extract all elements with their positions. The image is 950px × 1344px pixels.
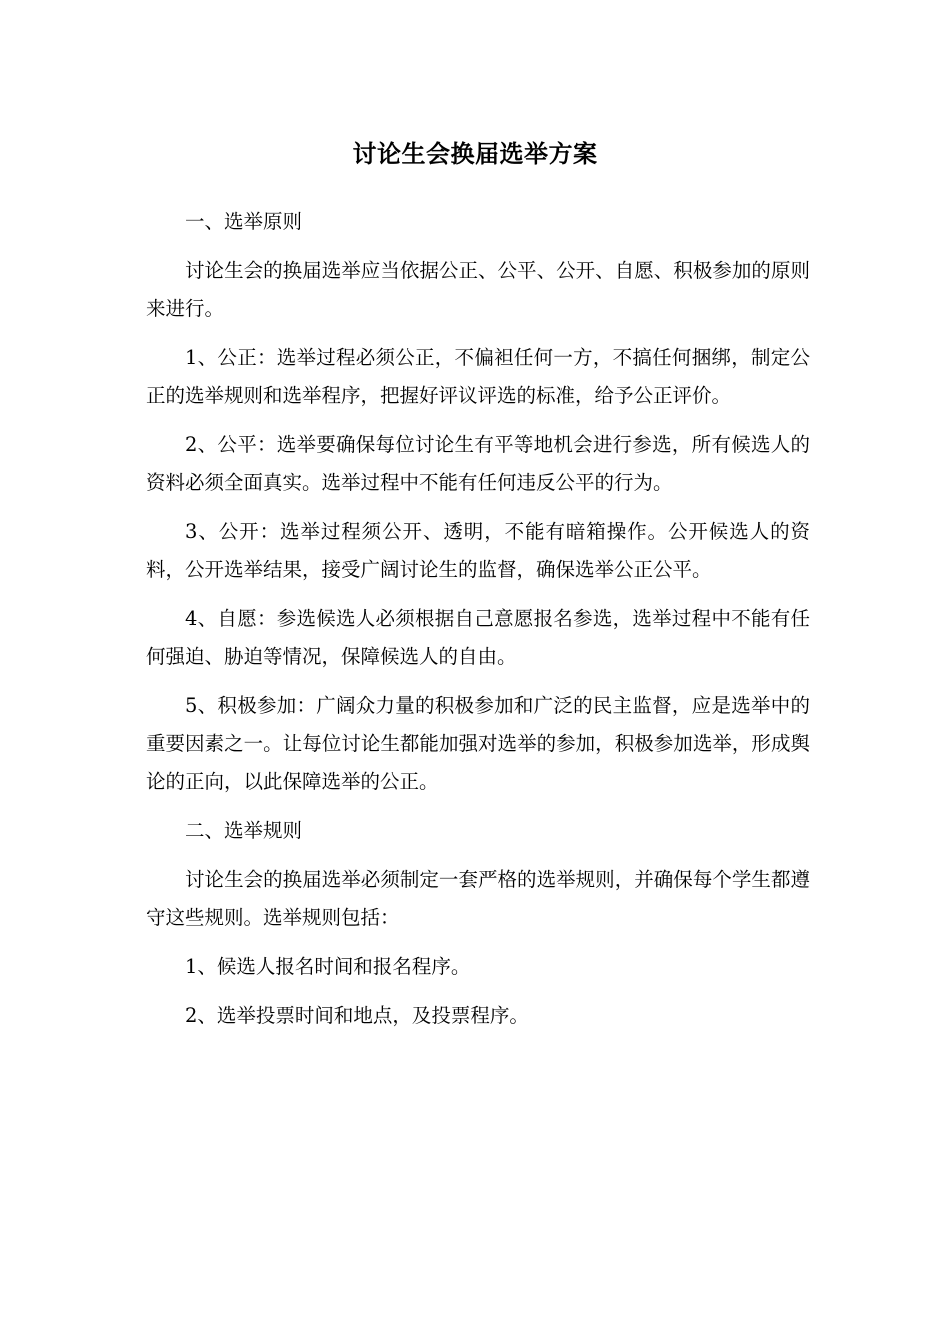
section-heading-rules: 二、选举规则 [185,819,303,842]
paragraph-rule-registration: 1、候选人报名时间和报名程序。 [185,955,471,978]
section-heading-principles: 一、选举原则 [185,210,303,233]
paragraph-item-openness: 3、公开：选举过程须公开、透明，不能有暗箱操作。公开候选人的资料，公开选举结果，接受广阔讨论生的监督，确保选举公正公平。 [146,520,810,581]
document-body [146,203,810,1046]
document-title: 讨论生会换届选举方案 [352,140,598,168]
paragraph-item-participation: 5、积极参加：广阔众力量的积极参加和广泛的民主监督，应是选举中的重要因素之一。让每位讨论生都能加强对选举的参加，积极参加选举，形成舆论的正向，以此保障选举的公正。 [146,694,810,793]
paragraph-item-fairness: 1、公正：选举过程必须公正，不偏袒任何一方，不搞任何捆绑，制定公正的选举规则和选举程序，把握好评议评选的标准，给予公正评价。 [146,346,810,407]
paragraph-item-equality: 2、公平：选举要确保每位讨论生有平等地机会进行参选，所有候选人的资料必须全面真实。选举过程中不能有任何违反公平的行为。 [146,433,810,494]
paragraph-rules-intro: 讨论生会的换届选举必须制定一套严格的选举规则，并确保每个学生都遵守这些规则。选举规则包括： [146,868,810,929]
paragraph-rule-voting: 2、选举投票时间和地点，及投票程序。 [185,1004,529,1027]
paragraph-item-voluntary: 4、自愿：参选候选人必须根据自己意愿报名参选，选举过程中不能有任何强迫、胁迫等情况，保障候选人的自由。 [146,607,810,668]
paragraph-intro: 讨论生会的换届选举应当依据公正、公平、公开、自愿、积极参加的原则来进行。 [146,259,810,320]
